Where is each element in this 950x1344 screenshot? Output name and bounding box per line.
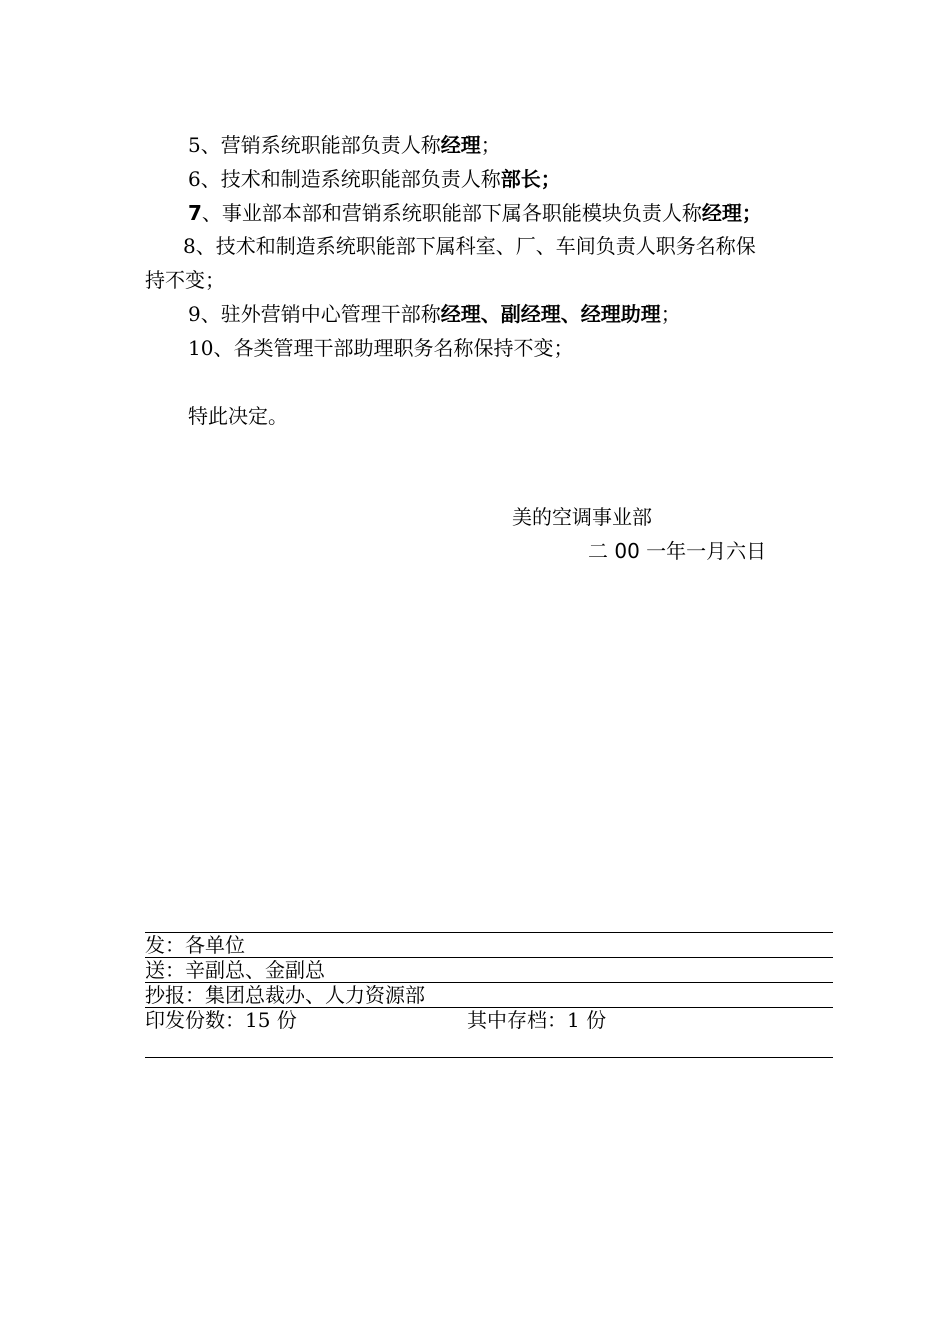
item-5-title: 经理 [440, 133, 481, 157]
item-5-text: 5、营销系统职能部负责人称 [188, 133, 441, 157]
copy-report-text: 抄报：集团总裁办、人力资源部 [145, 983, 425, 1007]
signature-org: 美的空调事业部 [512, 505, 652, 529]
distribution-table [145, 932, 833, 1058]
item-9-title: 经理、副经理、经理助理 [440, 302, 661, 326]
item-8-line1: 8、技术和制造系统职能部下属科室、厂、车间负责人职务名称保 [183, 234, 756, 258]
item-8-line2: 持不变； [145, 268, 225, 292]
item-10: 10、各类管理干部助理职务名称保持不变； [188, 336, 574, 360]
distribution-row-count [145, 1008, 833, 1058]
signature-date: 二 00 一年一月六日 [588, 539, 767, 563]
item-5-suffix: ； [480, 133, 501, 157]
deliver-text: 送：辛副总、金副总 [145, 958, 325, 982]
item-7-title: 经理； [701, 201, 762, 225]
item-6-text: 6、技术和制造系统职能部负责人称 [188, 167, 501, 191]
item-5 [188, 128, 501, 162]
item-6-title: 部长； [500, 167, 561, 191]
item-9 [188, 297, 681, 331]
closing-text: 特此决定。 [188, 404, 288, 428]
archive-count-text: 其中存档：1 份 [467, 1008, 607, 1032]
item-9-suffix: ； [660, 302, 681, 326]
send-to-text: 发：各单位 [145, 933, 245, 957]
distribution-row-copy [145, 983, 833, 1008]
distribution-row-send [145, 933, 833, 958]
item-7-text: 、事业部本部和营销系统职能部下属各职能模块负责人称 [201, 201, 702, 225]
distribution-row-deliver [145, 958, 833, 983]
item-9-text: 9、驻外营销中心管理干部称 [188, 302, 441, 326]
print-count-text: 印发份数：15 份 [145, 1008, 297, 1032]
item-6 [188, 162, 561, 196]
item-7-number: 7 [188, 201, 202, 225]
item-7 [188, 196, 762, 230]
